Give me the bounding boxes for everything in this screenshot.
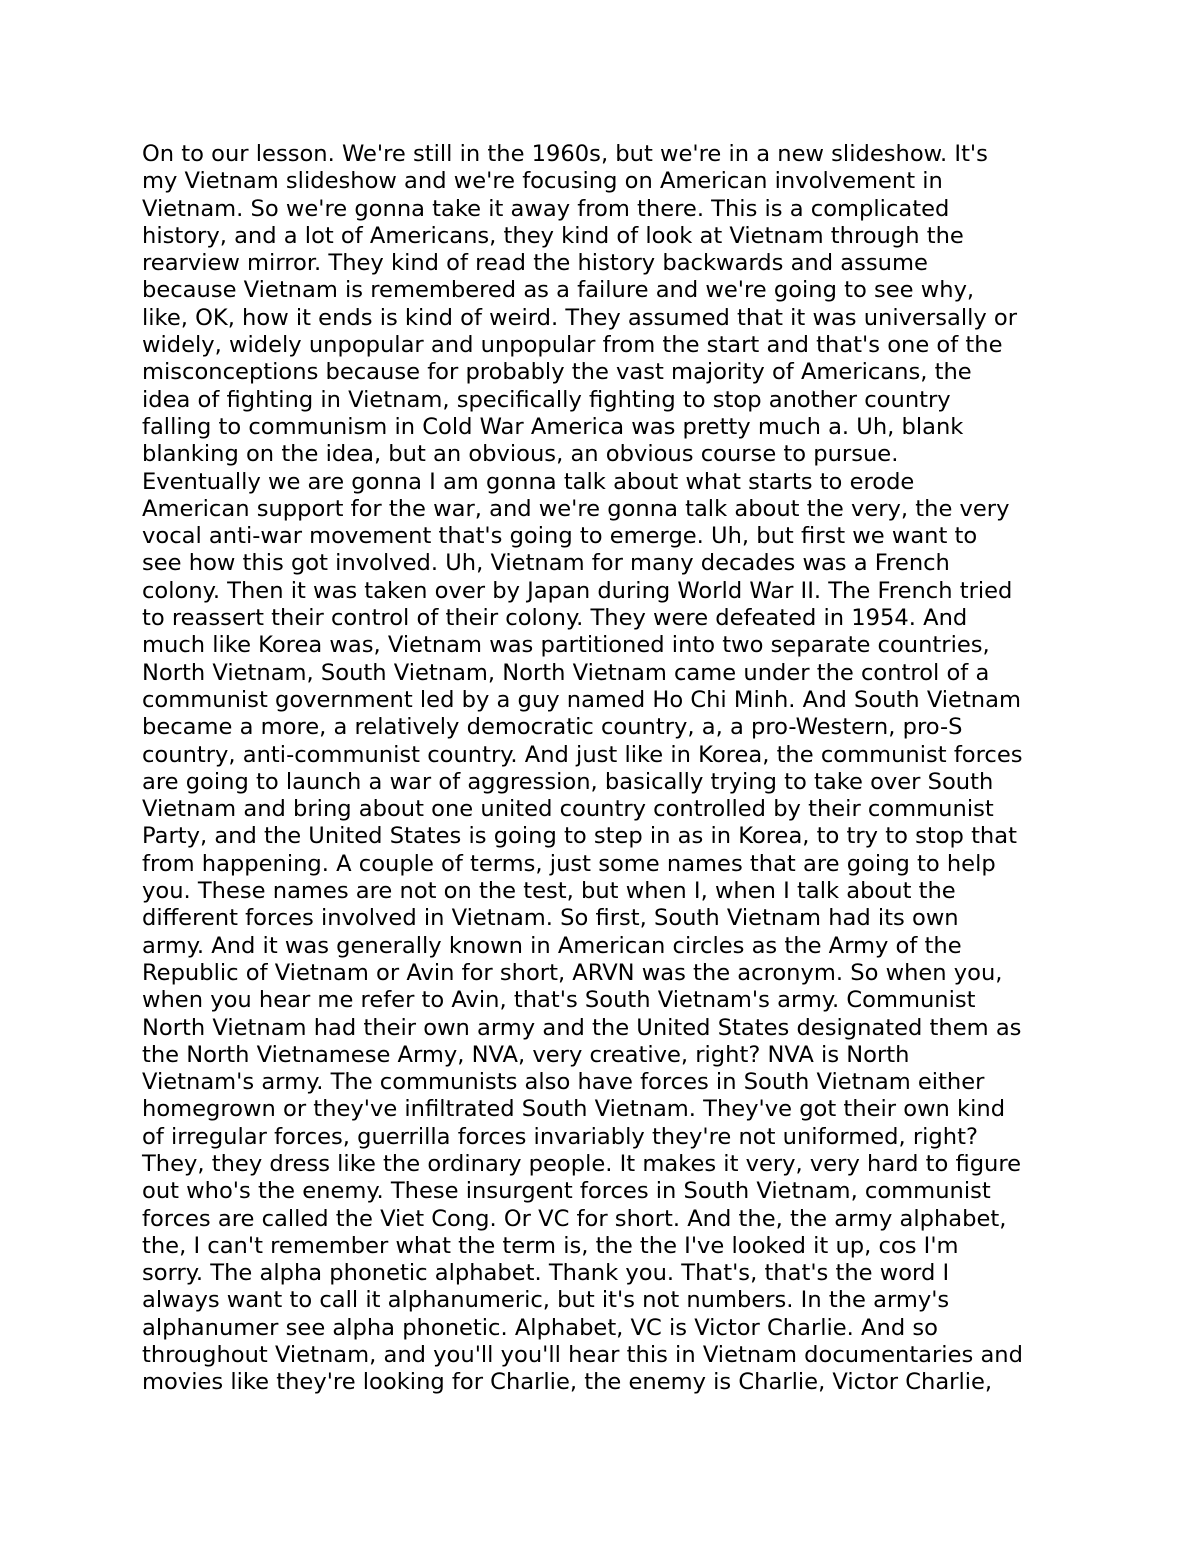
text-line: Vietnam and bring about one united country controlled by their communist [142, 796, 994, 823]
text-line: to reassert their control of their colony. They were defeated in 1954. And [142, 605, 968, 632]
text-line: my Vietnam slideshow and we're focusing on American involvement in [142, 168, 943, 195]
text-line: falling to communism in Cold War America was pretty much a. Uh, blank [142, 413, 964, 440]
text-line: became a more, a relatively democratic country, a, a pro-Western, pro-S [142, 714, 963, 741]
text-line: much like Korea was, Vietnam was partitioned into two separate countries, [142, 632, 990, 659]
text-line: Republic of Vietnam or Avin for short, ARVN was the acronym. So when you, [142, 959, 1003, 986]
text-line: North Vietnam, South Vietnam, North Vietnam came under the control of a [142, 659, 990, 686]
text-line: the North Vietnamese Army, NVA, very creative, right? NVA is North [142, 1041, 910, 1068]
text-line: Vietnam's army. The communists also have forces in South Vietnam either [142, 1069, 985, 1096]
text-line: forces are called the Viet Cong. Or VC for short. And the, the army alphabet, [142, 1205, 1007, 1232]
text-line: history, and a lot of Americans, they kind of look at Vietnam through the [142, 222, 964, 249]
text-line: see how this got involved. Uh, Vietnam for many decades was a French [142, 550, 950, 577]
transcript-text [142, 141, 1082, 1397]
text-line: Vietnam. So we're gonna take it away from there. This is a complicated [142, 195, 950, 222]
text-line: misconceptions because for probably the vast majority of Americans, the [142, 359, 972, 386]
text-line: blanking on the idea, but an obvious, an obvious course to pursue. [142, 441, 899, 468]
text-line: you. These names are not on the test, but when I, when I talk about the [142, 878, 956, 905]
text-line: American support for the war, and we're gonna talk about the very, the very [142, 495, 1010, 522]
text-line: On to our lesson. We're still in the 1960s, but we're in a new slideshow. It's [142, 141, 988, 167]
text-line: army. And it was generally known in American circles as the Army of the [142, 932, 962, 959]
text-line: Party, and the United States is going to step in as in Korea, to try to stop that [142, 823, 1017, 850]
text-line: movies like they're looking for Charlie, the enemy is Charlie, Victor Charlie, [142, 1369, 993, 1396]
text-line: Eventually we are gonna I am gonna talk about what starts to erode [142, 468, 915, 495]
text-line: country, anti-communist country. And just like in Korea, the communist forces [142, 741, 1023, 768]
text-line: are going to launch a war of aggression, basically trying to take over South [142, 768, 994, 795]
text-line: from happening. A couple of terms, just some names that are going to help [142, 850, 996, 877]
text-line: idea of fighting in Vietnam, specifically fighting to stop another country [142, 386, 951, 413]
text-line: colony. Then it was taken over by Japan during World War II. The French tried [142, 577, 1013, 604]
text-line: homegrown or they've infiltrated South Vietnam. They've got their own kind [142, 1096, 1006, 1123]
text-line: vocal anti-war movement that's going to emerge. Uh, but first we want to [142, 523, 978, 550]
text-line: communist government led by a guy named Ho Chi Minh. And South Vietnam [142, 686, 1021, 713]
text-line: when you hear me refer to Avin, that's South Vietnam's army. Communist [142, 987, 976, 1014]
text-line: alphanumer see alpha phonetic. Alphabet, VC is Victor Charlie. And so [142, 1314, 938, 1341]
text-line: sorry. The alpha phonetic alphabet. Thank you. That's, that's the word I [142, 1260, 950, 1287]
text-line: like, OK, how it ends is kind of weird. They assumed that it was universally or [142, 304, 1018, 331]
text-line: rearview mirror. They kind of read the history backwards and assume [142, 250, 928, 277]
text-line: They, they dress like the ordinary people. It makes it very, very hard to figure [142, 1150, 1022, 1177]
text-line: North Vietnam had their own army and the United States designated them as [142, 1014, 1022, 1041]
text-line: always want to call it alphanumeric, but it's not numbers. In the army's [142, 1287, 950, 1314]
text-line: different forces involved in Vietnam. So first, South Vietnam had its own [142, 905, 959, 932]
text-line: out who's the enemy. These insurgent forces in South Vietnam, communist [142, 1178, 991, 1205]
text-line: because Vietnam is remembered as a failure and we're going to see why, [142, 277, 975, 304]
text-line: throughout Vietnam, and you'll you'll hear this in Vietnam documentaries and [142, 1342, 1023, 1369]
text-line: of irregular forces, guerrilla forces invariably they're not uniformed, right? [142, 1123, 978, 1150]
text-line: the, I can't remember what the term is, the the I've looked it up, cos I'm [142, 1232, 959, 1259]
text-line: widely, widely unpopular and unpopular from the start and that's one of the [142, 332, 1003, 359]
